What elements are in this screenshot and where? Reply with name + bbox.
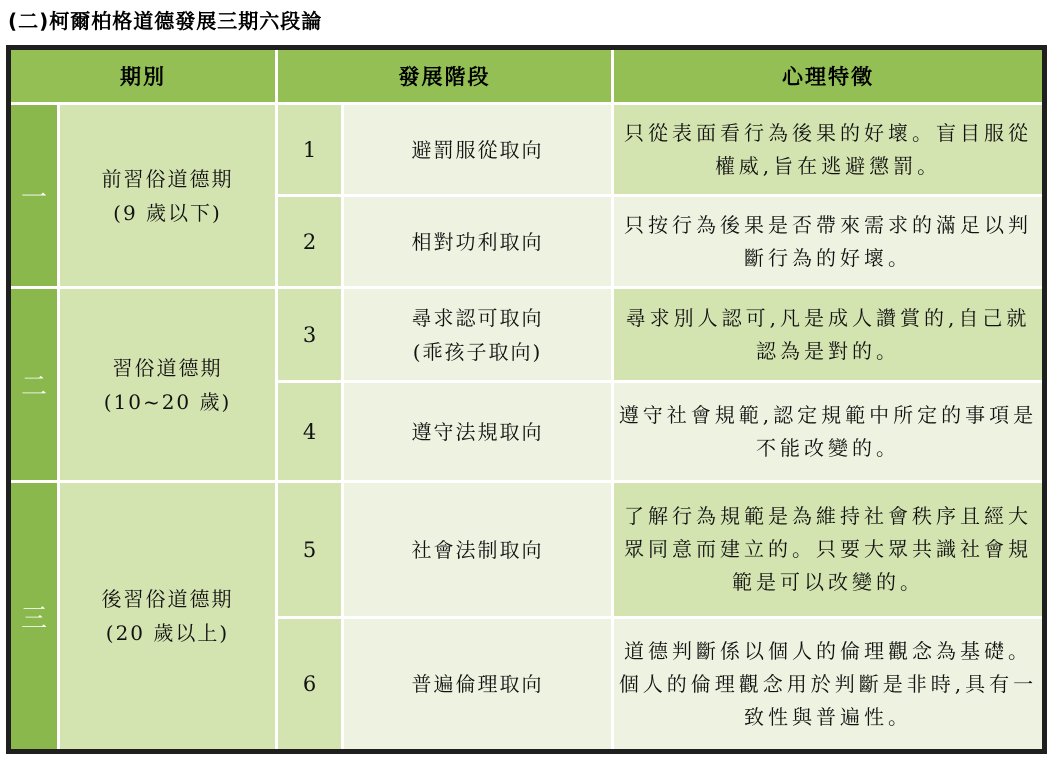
stage-num-1: 1 — [277, 104, 343, 196]
stage-desc-3: 尋求別人認可,凡是成人讚賞的,自己就認為是對的。 — [613, 288, 1045, 382]
stage-name-1: 避罰服從取向 — [343, 104, 613, 196]
stage-sub-3: (乖孩子取向) — [412, 339, 543, 364]
table-header-row — [9, 48, 1045, 104]
stage-name-2: 相對功利取向 — [343, 196, 613, 288]
period-age-1: (9 歲以下) — [113, 200, 222, 225]
moral-development-table — [6, 45, 1047, 754]
stage-desc-5: 了解行為規範是為維持社會秩序且經大眾同意而建立的。只要大眾共識社會規範是可以改變的。 — [613, 482, 1045, 618]
stage-name-4: 遵守法規取向 — [343, 382, 613, 482]
stage-name-5: 社會法制取向 — [343, 482, 613, 618]
stage-desc-1: 只從表面看行為後果的好壞。盲目服從權威,旨在逃避懲罰。 — [613, 104, 1045, 196]
stage-name-3: 尋求認可取向 — [411, 305, 544, 330]
stage-num-6: 6 — [277, 618, 343, 752]
header-psych: 心理特徵 — [613, 48, 1045, 104]
period-name-1: 前習俗道德期 — [101, 166, 234, 191]
period-age-2: (10~20 歲) — [103, 389, 232, 414]
stage-name-6: 普遍倫理取向 — [343, 618, 613, 752]
period-roman-3: 三 — [9, 482, 59, 752]
stage-desc-4: 遵守社會規範,認定規範中所定的事項是不能改變的。 — [613, 382, 1045, 482]
period-cell-2 — [59, 288, 277, 482]
stage-num-5: 5 — [277, 482, 343, 618]
stage-desc-2: 只按行為後果是否帶來需求的滿足以判斷行為的好壞。 — [613, 196, 1045, 288]
page-title: (二)柯爾柏格道德發展三期六段論 — [8, 9, 323, 33]
period-name-3: 後習俗道德期 — [101, 587, 234, 611]
stage-num-4: 4 — [277, 382, 343, 482]
stage-desc-6: 道德判斷係以個人的倫理觀念為基礎。個人的倫理觀念用於判斷是非時,具有一致性與普遍性。 — [613, 618, 1045, 752]
period-name-2: 習俗道德期 — [112, 355, 223, 380]
table-row — [9, 104, 1045, 196]
stage-num-3: 3 — [277, 288, 343, 382]
table-row — [9, 288, 1045, 382]
period-cell-3 — [59, 482, 277, 752]
period-roman-1: 一 — [9, 104, 59, 288]
period-cell-1 — [59, 104, 277, 288]
period-age-3: (20 歲以上) — [105, 621, 230, 645]
header-stage: 發展階段 — [277, 48, 613, 104]
period-roman-2: 二 — [9, 288, 59, 482]
header-period: 期別 — [9, 48, 277, 104]
table-row — [9, 482, 1045, 618]
stage-num-2: 2 — [277, 196, 343, 288]
stage-name-3-cell — [343, 288, 613, 382]
